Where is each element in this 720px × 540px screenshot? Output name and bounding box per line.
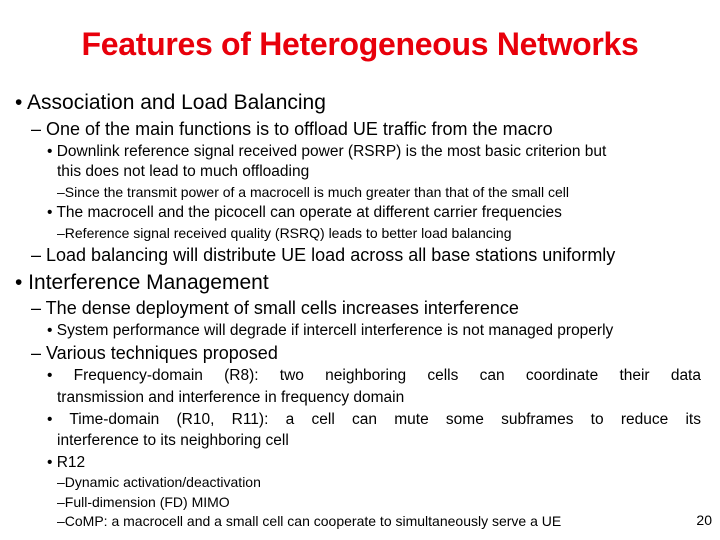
sub-sub-bullet-time-domain-cont: interference to its neighboring cell (57, 432, 289, 449)
detail-transmit-power: –Since the transmit power of a macrocell is much greater than that of the small cell (57, 184, 570, 200)
sub-sub-bullet-frequency-domain-cont: transmission and interference in frequency domain (57, 389, 405, 406)
detail-rsrq: –Reference signal received quality (RSRQ) leads to better load balancing (57, 225, 512, 241)
sub-sub-bullet-time-domain: • Time-domain (R10, R11): a cell can mute some subframes to reduce its (47, 411, 701, 428)
sub-sub-bullet-rsrp: • Downlink reference signal received power (RSRP) is the most basic criterion but (47, 143, 607, 160)
sub-bullet-techniques: – Various techniques proposed (31, 343, 278, 363)
sub-bullet-load-balancing: – Load balancing will distribute UE load across all base stations uniformly (31, 245, 616, 265)
detail-comp: –CoMP: a macrocell and a small cell can cooperate to simultaneously serve a UE (57, 513, 562, 529)
detail-dynamic-activation: –Dynamic activation/deactivation (57, 474, 261, 490)
sub-sub-bullet-rsrp-cont: this does not lead to much offloading (57, 163, 310, 180)
sub-bullet-offload: – One of the main functions is to offload UE traffic from the macro (31, 119, 553, 139)
sub-bullet-dense-deployment: – The dense deployment of small cells increases interference (31, 298, 519, 318)
sub-sub-bullet-r12: • R12 (47, 454, 86, 471)
sub-sub-bullet-frequency-domain: • Frequency-domain (R8): two neighboring cells can coordinate their data (47, 367, 701, 384)
bullet-interference-management: • Interference Management (15, 271, 269, 294)
bullet-association-load-balancing: • Association and Load Balancing (15, 91, 326, 114)
sub-sub-bullet-carrier-frequencies: • The macrocell and the picocell can operate at different carrier frequencies (47, 204, 562, 221)
page-number: 20 (696, 512, 712, 528)
detail-fd-mimo: –Full-dimension (FD) MIMO (57, 494, 230, 510)
sub-sub-bullet-system-performance: • System performance will degrade if intercell interference is not managed properly (47, 322, 614, 339)
slide-title: Features of Heterogeneous Networks (81, 26, 639, 62)
